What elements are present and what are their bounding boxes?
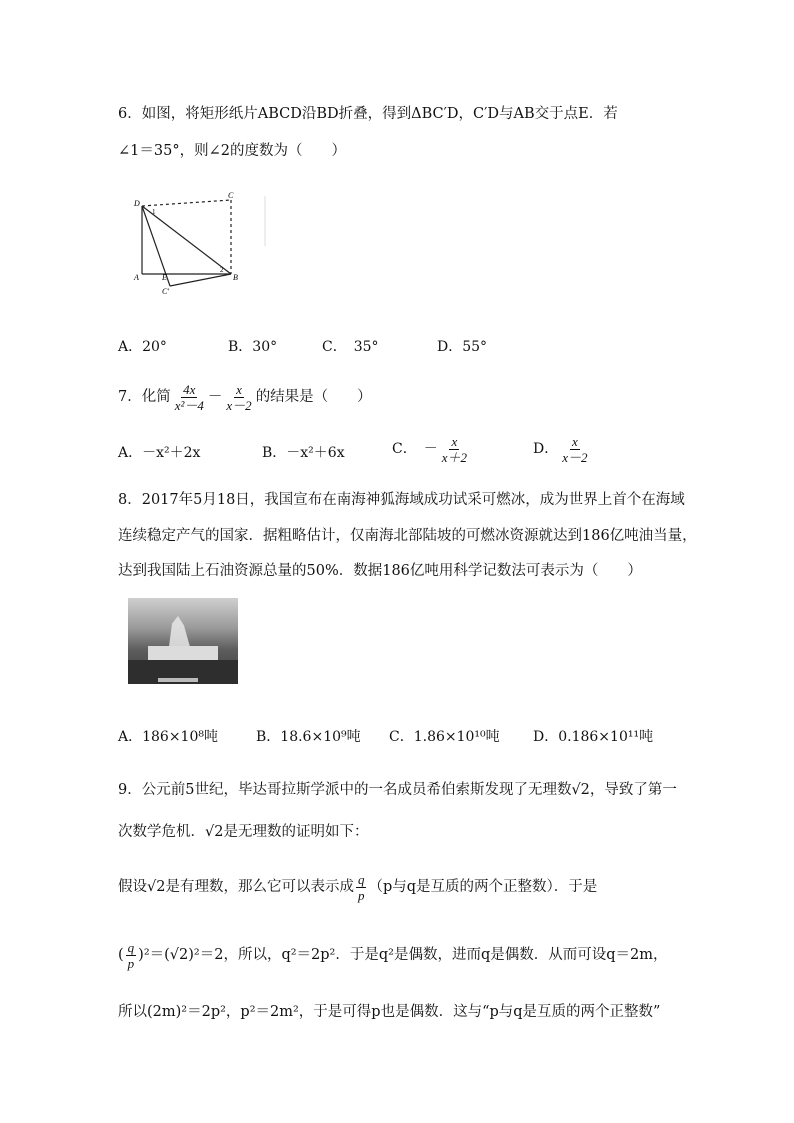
fig-label-b: B [233,273,238,282]
q7-option-c-frac [440,434,469,465]
q9-stem-line3 [118,870,597,904]
q7-option-c-num: x [451,433,458,449]
q7-minus: － [207,389,223,405]
q9-line4-text: )²＝(√2)²＝2，所以，q²＝2p²．于是q²是偶数，进而q是偶数．从而可设q＝2m， [138,947,668,963]
fig-label-a: A [134,273,139,282]
fig-angle-1: 1 [152,208,156,216]
q9-stem-line2: 次数学危机．√2是无理数的证明如下： [118,824,369,840]
q9-line4-den: p [127,955,135,971]
q9-stem-line4 [118,938,668,972]
q7-frac2-num: x [236,381,242,397]
q7-frac1-den: x²－4 [174,397,204,413]
q6-stem-line1: 6．如图，将矩形纸片ABCD沿BD折叠，得到ΔBC′D，C′D与AB交于点E．若 [118,106,618,122]
q7-option-c-den: x＋2 [441,449,467,465]
q8-option-d: D．0.186×10¹¹吨 [533,729,654,745]
q9-line4-num: q [127,939,135,955]
q6-figure [128,186,273,296]
q7-option-d-den: x－2 [562,449,588,465]
q7-frac1-num: 4x [183,381,196,397]
q7-option-d-frac [560,434,589,465]
fig-label-e: E [162,273,167,282]
q9-stem-line1: 9．公元前5世纪，毕达哥拉斯学派中的一名成员希伯索斯发现了无理数√2，导致了第一 [118,782,677,798]
rig-platform [148,646,218,660]
q7-option-c [392,432,471,466]
q9-line3-num: q [357,871,365,887]
q6-option-c: C． 35° [322,339,379,355]
q7-option-d-label: D． [533,441,559,457]
q8-option-c: C．1.86×10¹⁰吨 [389,729,500,745]
fig-label-cprime: C′ [162,287,170,296]
q7-option-c-label: C． － [392,441,438,457]
q9-stem-line5: 所以(2m)²＝2p²，p²＝2m²，于是可得p也是偶数．这与“p与q是互质的两个正整数” [118,1004,661,1020]
q9-line3-pre: 假设√2是有理数，那么它可以表示成 [118,879,354,895]
q7-suffix: 的结果是（ ） [255,389,372,405]
q7-stem [118,380,372,414]
q8-option-a: A．186×10⁸吨 [118,729,218,745]
q9-line4-frac [126,940,137,971]
q8-option-b: B．18.6×10⁹吨 [256,729,361,745]
q9-line4-open-paren: ( [118,947,124,963]
q7-option-b: B．－x²＋6x [262,445,345,461]
q8-stem-line1: 8．2017年5月18日，我国宣布在南海神狐海域成功试采可燃冰，成为世界上首个在海域 [118,492,685,508]
q7-frac1 [173,382,206,413]
q7-option-d [533,432,592,466]
fig-label-d: D [134,199,140,208]
q6-stem-line2: ∠1＝35°，则∠2的度数为（ ） [118,143,346,159]
q8-stem-line2: 连续稳定产气的国家．据粗略估计，仅南海北部陆坡的可燃冰资源就达到186亿吨油当量， [118,528,697,544]
fig-label-c: C [228,191,234,200]
q9-line3-frac [356,872,367,903]
q7-frac2 [224,382,253,413]
q9-line3-post: （p与q是互质的两个正整数）．于是 [368,879,598,895]
q6-option-d: D．55° [437,339,488,355]
fig-angle-2: 2 [220,266,224,274]
oil-rig-photo [128,598,238,684]
q6-option-b: B．30° [228,339,278,355]
q6-option-a: A．20° [118,339,167,355]
q7-frac2-den: x－2 [226,397,252,413]
q7-option-a: A．－x²＋2x [118,445,201,461]
photo-caption-strip [158,678,198,682]
q7-prefix: 7．化简 [118,389,171,405]
q9-line3-den: p [357,887,365,903]
q7-option-d-num: x [571,433,578,449]
q8-stem-line3: 达到我国陆上石油资源总量的50%．数据186亿吨用科学记数法可表示为（ ） [118,563,642,579]
